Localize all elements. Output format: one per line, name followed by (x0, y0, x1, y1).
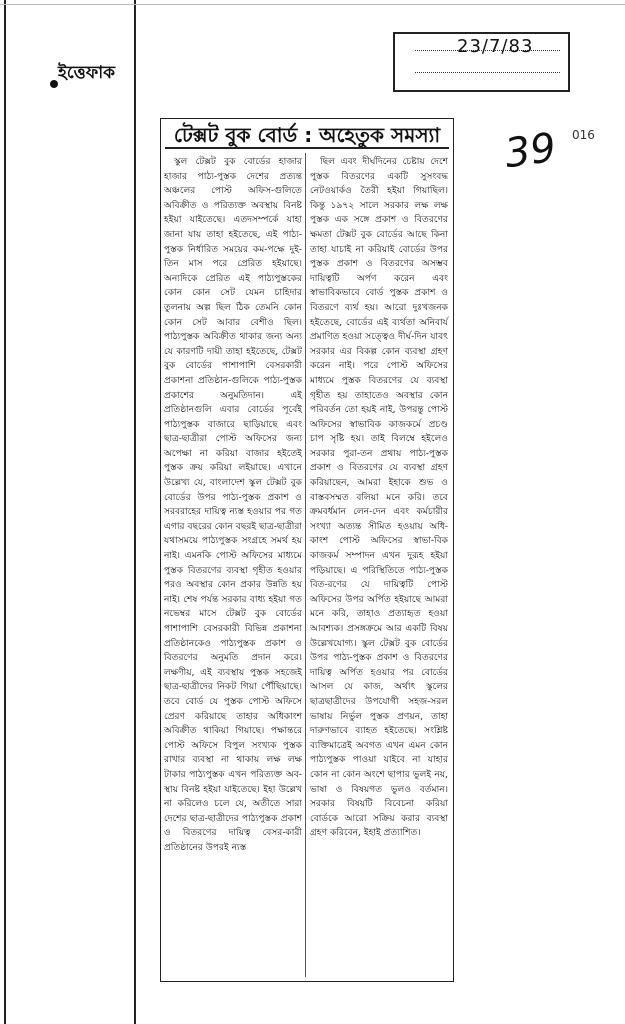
handwritten-note: 016 (572, 128, 595, 142)
scan-border-inner (134, 0, 136, 1024)
left-column-text: স্কুল টেক্সট বুক বোর্ডের হাজার হাজার পাঠ্য-পুস্তক দেশের প্রত্যন্ত অঞ্চলের পোস্ট অফিস-গুলিতে অবিক্রীত ও পরিত্যক্ত অবস্থায় বিনষ্ট হইয়া যাইতেছে। এতদসম্পর্কে যাহা জানা যায় তাহা হইতেছে, এই পাঠ্য-পুস্তক নির্ধারিত সময়ের কম-পক্ষে দুই-তিন মাস পরে প্রেরিত হইয়াছে। অন্যদিকে প্রেরিত এই পাঠ্যপুস্তকের কোন কোন সেট যেমন চাহিদার তুলনায় অল্প ছিল ঠিক তেমনি কোন কোন সেট আবার বেশীও ছিল। পাঠ্যপুস্তক অবিক্রীত থাকার জন্য অন্য যে কারণটি দায়ী তাহা হইতেছে, টেক্সট বুক বোর্ডের পাশাপাশি বেসরকারী প্রকাশনা প্রতিষ্ঠান-গুলিকে পাঠ্য-পুস্তক প্রকাশের অনুমতিদান। এই প্রতিষ্ঠানগুলি এবার বোর্ডের পূর্বেই পাঠ্যপুস্তক বাজারে ছাড়িয়াছে এবং ছাত্র-ছাত্রীরা পোস্ট অফিসের জন্য অপেক্ষা না করিয়া বাজার হইতেই পুস্তক ক্রয় করিয়া লইয়াছে। এখানে উল্লেখ্য যে, বাংলাদেশ স্কুল টেক্সট বুক বোর্ডের উপর পাঠ্য-পুস্তক প্রকাশ ও সরবরাহের দায়িত্ব ন্যস্ত হওয়ার পর গত এগার বছরের কোন বছরই ছাত্র-ছাত্রীরা যথাসময়ে পাঠ্যপুস্তক সংগ্রহে সমর্থ হয় নাই। এমনকি পোস্ট অফিসের মাধ্যমে পুস্তক বিতরণের ব্যবস্থা গৃহীত হওয়ার পরও অবস্থার কোন প্রকার উন্নতি হয় নাই। শেষ পর্যন্ত সরকার বাধ্য হইয়া গত নভেম্বর মাসে টেক্সট বুক বোর্ডের পাশাপাশি বেসরকারী বিভিন্ন প্রকাশনা প্রতিষ্ঠানকেও পাঠ্যপুস্তক প্রকাশ ও বিতরণের অনুমতি প্রদান করে। লক্ষণীয়, এই ব্যবস্থায় পুস্তক সহজেই ছাত্র-ছাত্রীদের নিকট গিয়া পৌঁছিয়াছে। তবে বোর্ড যে পুস্তক পোস্ট অফিসে প্রেরণ করিয়াছে তাহার অধিকাংশ অবিক্রীত থাকিয়া গিয়াছে। পক্ষান্তরে পোস্ট অফিসে বিপুল সংখ্যক পুস্তক রাখার ব্যবস্থা না থাকায় লক্ষ লক্ষ টাকার পাঠ্যপুস্তক এখন পরিত্যক্ত অব-স্থায় বিনষ্ট হইয়া যাইতেছে। ইহা উল্লেখ না করিলেও চলে যে, অতীতে সারা দেশের ছাত্র-ছাত্রীদের পাঠ্যপুস্তক প্রকাশ ও বিতরণের দায়িত্ব বেসর-কারী প্রতিষ্ঠানের উপরই ন্যস্ত (164, 157, 302, 853)
newspaper-name: ইত্তেফাক (58, 63, 116, 83)
date-stamp (393, 32, 570, 92)
punch-hole (50, 80, 58, 88)
scan-border-top (0, 4, 625, 5)
stamp-date: 23/7/83 (457, 36, 534, 57)
scan-border-left (4, 0, 6, 1024)
headline-rule (165, 147, 449, 149)
article-right-column (310, 155, 448, 841)
handwritten-number: 39 (502, 124, 559, 178)
stamp-line (415, 72, 560, 73)
column-divider (305, 153, 306, 977)
newspaper-clipping (160, 118, 454, 982)
right-column-text: ছিল এবং দীর্ঘদিনের চেষ্টায় দেশে পুস্তক বিতরণের একটি সুসংবদ্ধ নেটওয়ার্কও তৈরী হইয়া গিয়াছিল। কিন্তু ১৯৭২ সালে সরকার লক্ষ লক্ষ পুস্তক এক সঙ্গে প্রকাশ ও বিতরণের ক্ষমতা টেক্সট বুক বোর্ডের আছে কিনা তাহা যাচাই না করিয়াই বোর্ডের উপর পুস্তক প্রকাশ ও বিতরণের অসম্ভব দায়িত্বটি অর্পণ করেন এবং স্বাভাবিকভাবে বোর্ড পুস্তক প্রকাশ ও বিতরণে ব্যর্থ হয়। আরো দুঃখজনক হইতেছে, বোর্ডের এই ব্যর্থতা অনিবার্য প্রমাণিত হওয়া সত্ত্বেও দীর্ঘ-দিন যাবৎ সরকার এর বিকল্প কোন ব্যবস্থা গ্রহণ করেন নাই। পরে পোস্ট অফিসের মাধ্যমে পুস্তক বিতরণের যে ব্যবস্থা গৃহীত হয় তাহাতেও অবস্থার কোন পরিবর্তন তো হয়ই নাই, উপরন্তু পোস্ট অফিসের স্বাভাবিক কাজকর্মে প্রচণ্ড চাপ সৃষ্টি হয়। তাই বিলম্বে হইলেও সরকার পুরা-তন প্রথায় পাঠ্য-পুস্তক প্রকাশ ও বিতরণের যে ব্যবস্থা গ্রহণ করিয়াছেন, আমরা ইহাকে শুভ ও বাস্তবসম্মত বলিয়া মনে করি। তবে ক্রমবর্ধমান লেন-দেন এবং কর্মচারীর সংখ্যা অত্যন্ত সীমিত হওয়ায় অধি-কাংশ পোস্ট অফিসের স্বাভা-বিক কাজকর্ম সম্পাদন এখন দুরূহ হইয়া পড়িয়াছে। এ পরিস্থিতিতে পাঠ্য-পুস্তক বিত-রণের যে দায়িত্বটি পোস্ট অফিসের উপর অর্পিত হইয়াছে আমরা মনে করি, তাহাও প্রত্যাহৃত হওয়া আবশ্যক। প্রসঙ্গক্রমে আর একটি বিষয় উল্লেখযোগ্য। স্কুল টেক্সট বুক বোর্ডের উপর পাঠ্য-পুস্তক প্রকাশ ও বিতরণের দায়িত্ব অর্পিত হওয়ার পর বোর্ডের আসল যে কাজ, অর্থাৎ স্কুলের ছাত্রছাত্রীদের উপযোগী সহজ-সরল ভাষায় নির্ভুল পুস্তক প্রণয়ন, তাহা দারুণভাবে ব্যাহত হইতেছে। সংশ্লিষ্ট ব্যক্তিমাত্রেই অবগত এখন এমন কোন পাঠ্যপুস্তক পাওয়া যাইবে না যাহার কোন না কোন অংশে ছাপার ভুলই নয়, ভাষা ও বিষয়গত ভুলও বর্তমান। সরকার বিষয়টি বিবেচনা করিয়া বোর্ডকে আরো সক্রিয় করার ব্যবস্থা গ্রহণ করিবেন, ইহাই প্রত্যাশিত। (310, 157, 448, 839)
article-left-column (164, 155, 302, 856)
article-headline: টেক্সট বুক বোর্ড : অহেতুক সমস্যা (173, 123, 441, 147)
